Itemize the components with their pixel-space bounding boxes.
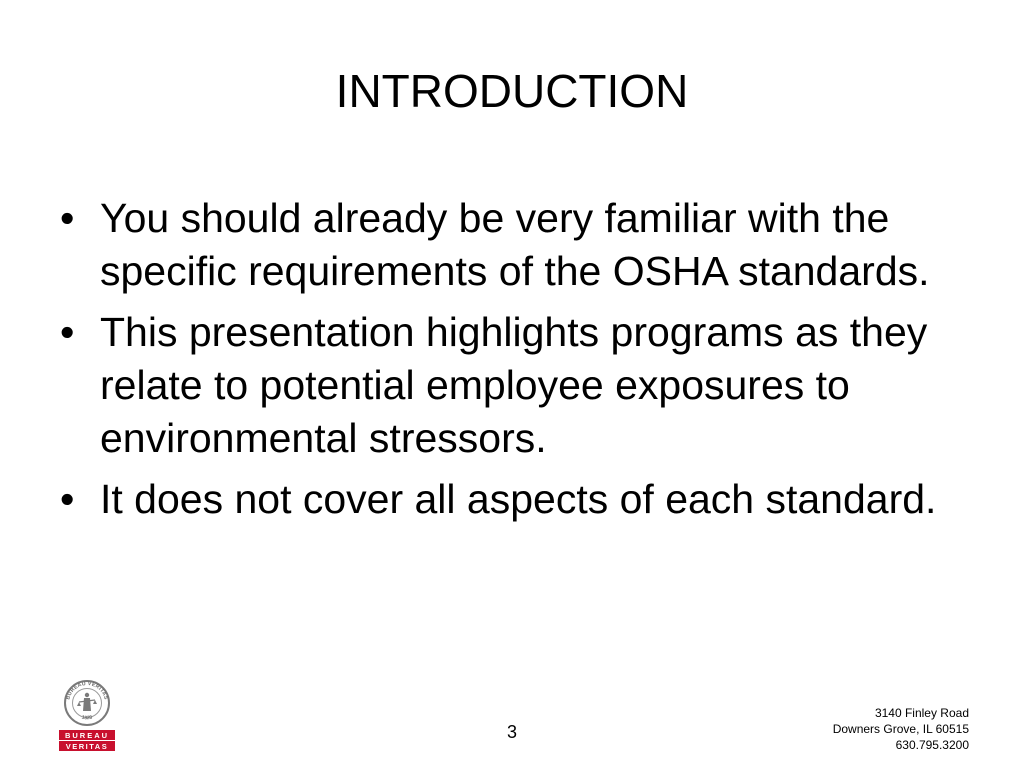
footer-address [833, 705, 969, 753]
bullet-marker: • [60, 195, 75, 241]
bullet-item [56, 473, 956, 526]
bullet-text: You should already be very familiar with the specific requirements of the OSHA standards. [100, 195, 930, 294]
bullet-item [56, 192, 956, 298]
svg-text:VERITAS: VERITAS [65, 742, 109, 751]
bullet-marker: • [60, 476, 75, 522]
phone-number: 630.795.3200 [895, 738, 969, 752]
bureau-veritas-logo-icon [57, 678, 117, 752]
svg-text:BUREAU: BUREAU [64, 731, 110, 740]
slide-title: INTRODUCTION [335, 65, 689, 117]
address-line-1: 3140 Finley Road [874, 706, 969, 720]
address-line-2: Downers Grove, IL 60515 [832, 722, 969, 736]
bullet-text: This presentation highlights programs as they relate to potential employee exposures to environmental stressors. [100, 309, 928, 461]
bullet-marker: • [60, 309, 75, 355]
page-number: 3 [506, 722, 517, 742]
svg-text:BUREAU VERITAS: BUREAU VERITAS [65, 680, 109, 701]
bullet-text: It does not cover all aspects of each standard. [100, 476, 937, 522]
bullet-list [56, 192, 956, 534]
bullet-item [56, 306, 956, 465]
svg-text:1828: 1828 [81, 714, 93, 722]
